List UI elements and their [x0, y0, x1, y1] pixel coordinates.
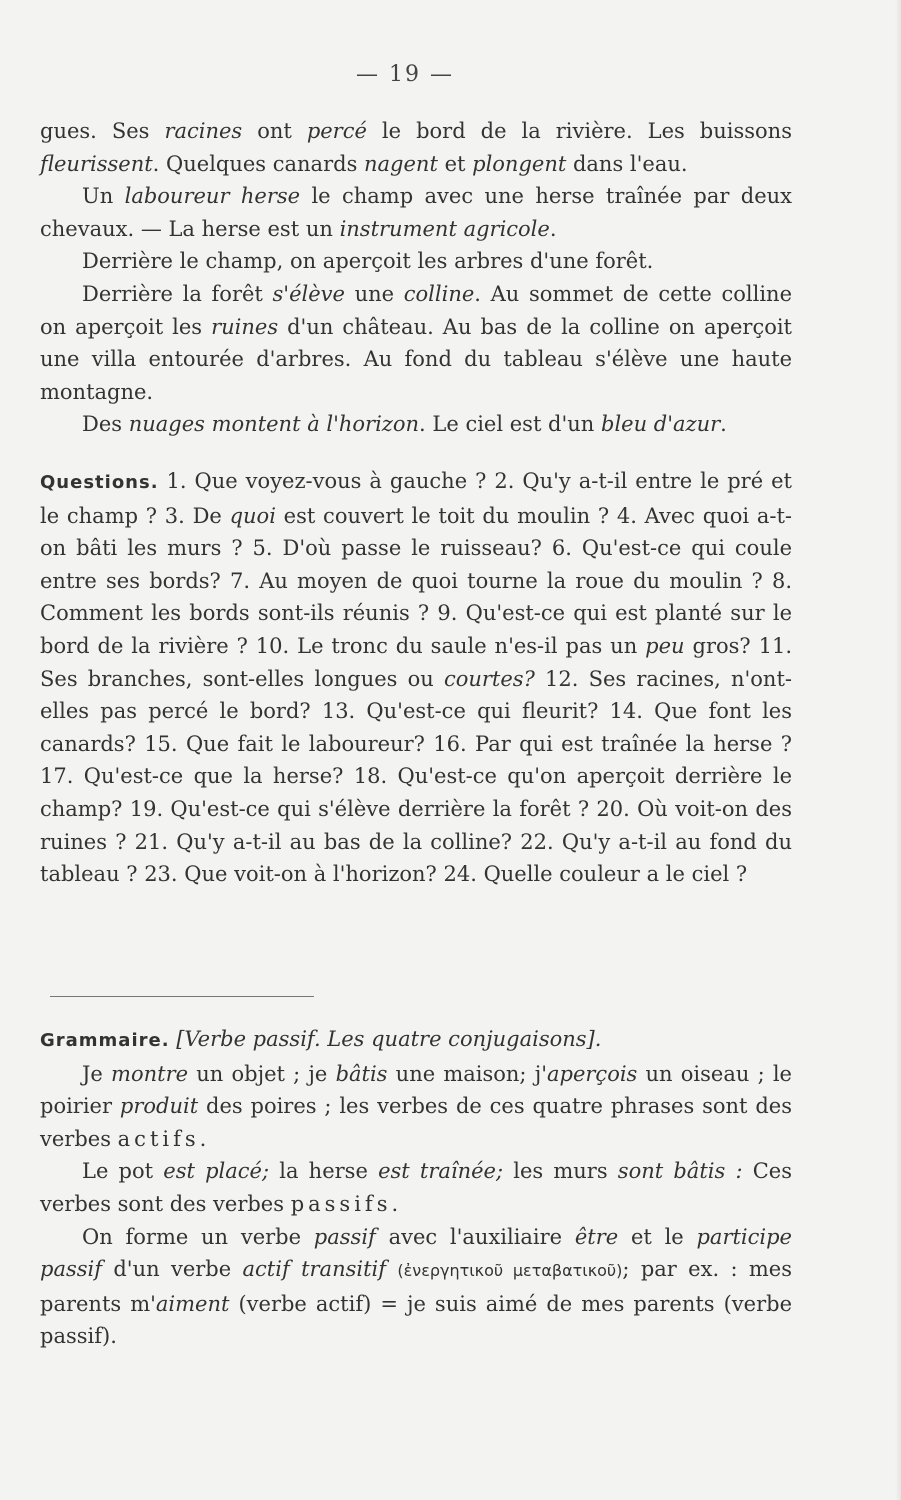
- description-paragraph-3: Derrière le champ, on aperçoit les arbres d'une forêt.: [82, 249, 654, 274]
- description-paragraph-2: Un laboureur herse le champ avec une herse traînée par deux chevaux. — La herse est un instrument agricole.: [40, 184, 792, 241]
- grammar-heading: Grammaire.: [40, 1030, 170, 1051]
- paper-edge-shadow: [895, 0, 901, 1500]
- grammar-paragraph-2: Le pot est placé; la herse est traînée; les murs sont bâtis : Ces verbes sont des verbes passifs.: [40, 1159, 792, 1216]
- grammar-paragraph-3: On forme un verbe passif avec l'auxiliaire être et le participe passif d'un verbe actif transitif (ἐνεργητικοῦ μεταβατικοῦ); par ex. : mes parents m'aiment (verbe actif) = je suis aimé de mes parents (verbe passif).: [40, 1224, 793, 1349]
- description-paragraph-4: Derrière la forêt s'élève une colline. Au sommet de cette colline on aperçoit les ruines d'un château. Au bas de la colline on aperçoit une villa entourée d'arbres. Au fond du tableau s'élève une haute montagne.: [40, 281, 792, 404]
- questions-paragraph: Questions. 1. Que voyez-vous à gauche ? 2. Qu'y a-t-il entre le pré et le champ ? 3. De quoi est couvert le toit du moulin ? 4. Avec quoi a-t-on bâti les murs ? 5. D'où passe le ruisseau? 6. Qu'est-ce qui coule entre ses bords? 7. Au moyen de quoi tourne la roue du moulin ? 8. Comment les bords sont-ils réunis ? 9. Qu'est-ce qui est planté sur le bord de la rivière ? 10. Le tronc du saule n'es-il pas un peu gros? 11. Ses branches, sont-elles longues ou courtes? 12. Ses racines, n'ont-elles pas percé le bord? 13. Qu'est-ce qui fleurit? 14. Que font les canards? 15. Que fait le laboureur? 16. Par qui est traînée la herse ? 17. Qu'est-ce que la herse? 18. Qu'est-ce qu'on aperçoit derrière le champ? 19. Qu'est-ce qui s'élève derrière la forêt ? 20. Où voit-on des ruines ? 21. Qu'y a-t-il au bas de la colline? 22. Qu'y a-t-il au fond du tableau ? 23. Que voit-on à l'horizon? 24. Quelle couleur a le ciel ?: [40, 469, 792, 887]
- grammar-subtitle: [Verbe passif. Les quatre conjugaisons].: [169, 1027, 602, 1051]
- page-number: — 19 —: [356, 62, 454, 87]
- questions-section: [40, 465, 792, 891]
- grammar-section: [40, 1023, 792, 1353]
- grammar-title-line: [40, 1023, 792, 1058]
- section-divider: [50, 996, 314, 997]
- description-paragraph-5: Des nuages montent à l'horizon. Le ciel est d'un bleu d'azur.: [82, 412, 727, 437]
- greek-gloss: (ἐνεργητικοῦ μεταβατικοῦ): [397, 1261, 623, 1281]
- description-section: [40, 115, 792, 441]
- description-paragraph-1: gues. Ses racines ont percé le bord de la rivière. Les buissons fleurissent. Quelques canards nagent et plongent dans l'eau.: [40, 119, 792, 176]
- questions-heading: Questions.: [40, 472, 159, 493]
- grammar-paragraph-1: Je montre un objet ; je bâtis une maison; j'aperçois un oiseau ; le poirier produit des poires ; les verbes de ces quatre phrases sont des verbes actifs.: [40, 1061, 792, 1151]
